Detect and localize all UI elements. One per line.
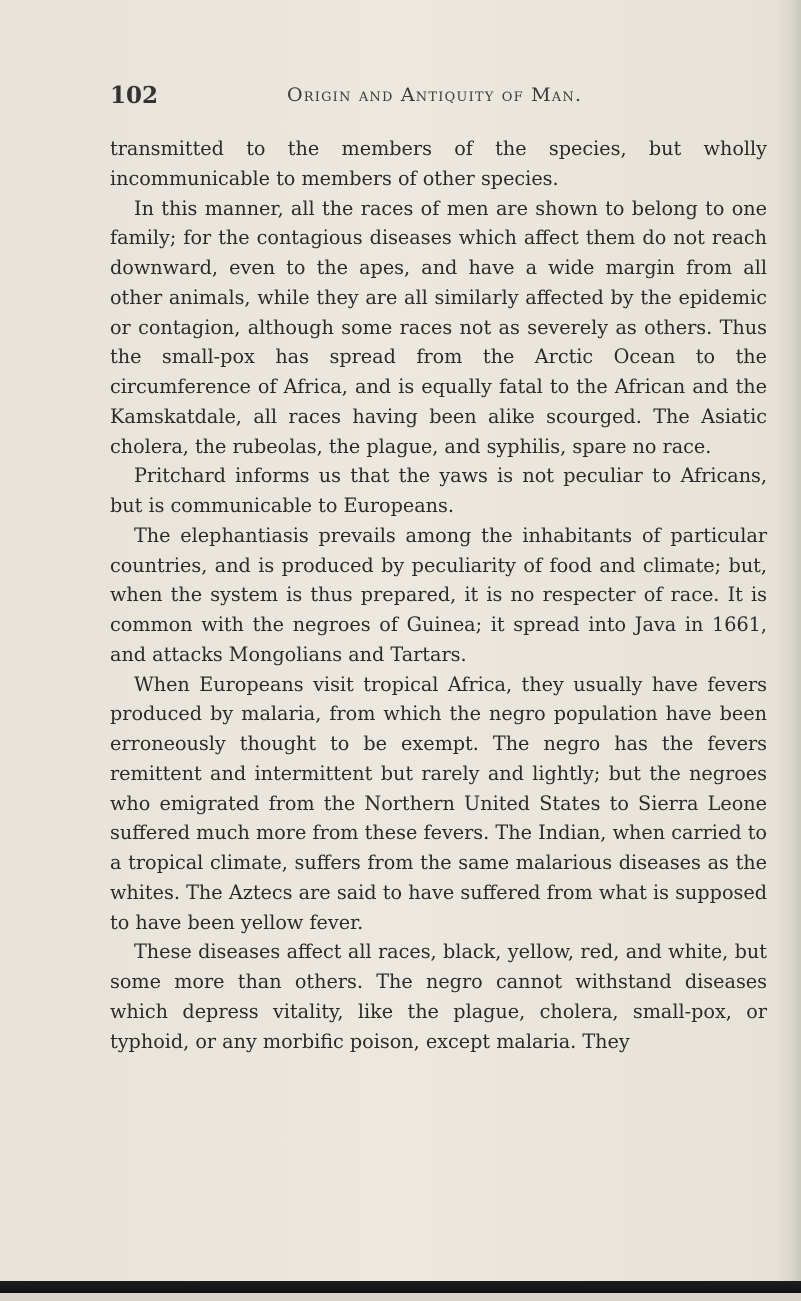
scan-margin [0, 1293, 801, 1301]
scan-bottom-edge [0, 1281, 801, 1293]
paragraph: In this manner, all the races of men are shown to belong to one family; for the contagious diseases which affect them do not reach downward, even to the apes, and have a wide margin from all other animals, while they are all similarly affected by the epidemic or contagion, although some races not as severely as others. Thus the small-pox has spread from the Arctic Ocean to the circumference of Africa, and is equally fatal to the African and the Kamskatdale, all races having been alike scourged. The Asiatic cholera, the rubeolas, the plague, and syphilis, spare no race. [110, 196, 767, 458]
body-text [110, 134, 767, 1056]
paragraph: When Europeans visit tropical Africa, they usually have fevers produced by malaria, from which the negro population have been erroneously thought to be exempt. The negro has the fevers remittent and intermittent but rarely and lightly; but the negroes who emigrated from the Northern United States to Sierra Leone suffered much more from these fevers. The Indian, when carried to a tropical climate, suffers from the same malarious diseases as the whites. The Aztecs are said to have suffered from what is supposed to have been yellow fever. [110, 672, 767, 934]
paragraph: transmitted to the members of the species, but wholly incommunicable to members of other species. [110, 137, 767, 190]
page-number: 102 [110, 82, 159, 109]
page-header [110, 84, 770, 112]
page-edge-shadow [775, 0, 801, 1301]
running-head: Origin and Antiquity of Man. [287, 84, 583, 106]
paragraph: These diseases affect all races, black, yellow, red, and white, but some more than others. The negro cannot withstand diseases which depress vitality, like the plague, cholera, small-pox, or typhoid, or any morbific poison, except malaria. They [110, 940, 767, 1053]
paragraph: The elephantiasis prevails among the inhabitants of particular countries, and is produced by peculiarity of food and climate; but, when the system is thus prepared, it is no respecter of race. It is common with the negroes of Guinea; it spread into Java in 1661, and attacks Mongolians and Tartars. [110, 523, 767, 666]
paragraph: Pritchard informs us that the yaws is not peculiar to Africans, but is communicable to Europeans. [110, 464, 767, 517]
